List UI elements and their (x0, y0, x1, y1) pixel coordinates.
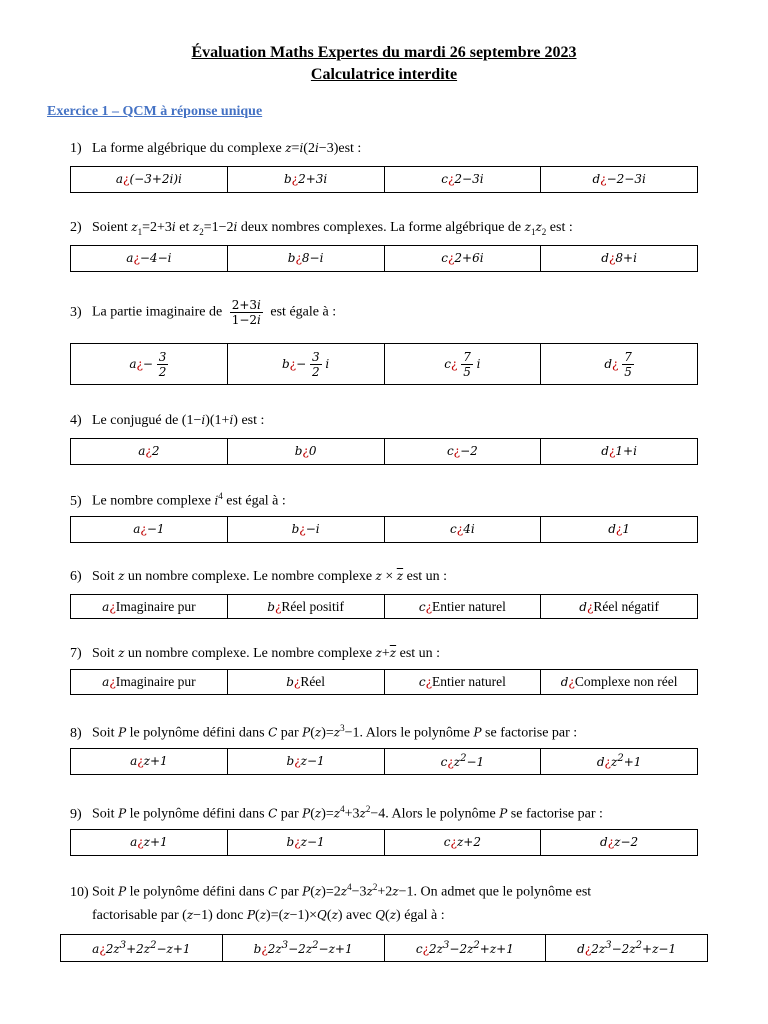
answer-8d[interactable]: $d¿z^2+1$ (541, 749, 698, 775)
answer-5a[interactable]: a¿−1 (71, 517, 228, 543)
answer-6c[interactable]: c¿Entier naturel (384, 595, 541, 619)
answers-7 (70, 669, 698, 695)
exercise-title: Exercice 1 – QCM à réponse unique (47, 104, 263, 119)
question-9: 9) Soit P le polynôme défini dans C par $P(z)=z^4+3z^2-4$. Alors le polynôme P se factorise par : (70, 804, 603, 822)
answer-6d[interactable]: d¿Réel négatif (541, 595, 698, 619)
answer-3a[interactable]: a¿− $\frac{3}{2}$ (71, 344, 228, 385)
question-2: 2) Soient $z_1=2+3i$ et $z_2=1-2i$ deux nombres complexes. La forme algébrique de $z_1z_2$ est : (70, 220, 573, 237)
answer-7d[interactable]: d¿Complexe non réel (541, 670, 698, 695)
page-title: Évaluation Maths Expertes du mardi 26 septembre 2023 (191, 44, 577, 61)
answer-3d[interactable]: d¿ $\frac{7}{5}$ (541, 344, 698, 385)
question-3: 3) La partie imaginaire de $\frac{2+3i}{1-2i}$ est égale à : (70, 298, 337, 327)
answer-5c[interactable]: c¿4i (384, 517, 541, 543)
answers-6 (70, 594, 698, 619)
answers-3 (70, 343, 698, 385)
answers-10 (60, 934, 708, 962)
answer-4a[interactable]: a¿2 (71, 439, 228, 465)
answer-2b[interactable]: b¿8−i (227, 246, 384, 272)
question-6: 6) Soit z un nombre complexe. Le nombre complexe $z \times \overline{z}$ est un : (70, 569, 448, 584)
question-4: 4) Le conjugué de (1−i)(1+i) est : (70, 413, 265, 428)
answer-4d[interactable]: d¿1+i (541, 439, 698, 465)
answer-4c[interactable]: c¿−2 (384, 439, 541, 465)
answers-9 (70, 829, 698, 856)
answer-1d[interactable]: d¿−2−3i (541, 167, 698, 193)
answer-6b[interactable]: b¿Réel positif (227, 595, 384, 619)
answers-5 (70, 516, 698, 543)
question-10: 10) Soit P le polynôme défini dans C par $P(z)=2z^4-3z^2+2z-1$. On admet que le polynôme est (70, 882, 592, 900)
answer-9a[interactable]: a¿z+1 (71, 830, 228, 856)
answer-2a[interactable]: a¿−4−i (71, 246, 228, 272)
question-8: 8) Soit P le polynôme défini dans C par $P(z)=z^3-1$. Alors le polynôme P se factorise par : (70, 723, 578, 741)
answer-7c[interactable]: c¿Entier naturel (384, 670, 541, 695)
answer-8b[interactable]: b¿z−1 (227, 749, 384, 775)
answer-9b[interactable]: b¿z−1 (227, 830, 384, 856)
answers-8 (70, 748, 698, 775)
answer-7b[interactable]: b¿Réel (227, 670, 384, 695)
answer-10c[interactable]: $c¿2z^3-2z^2+z+1$ (384, 935, 546, 962)
answer-10a[interactable]: $a¿2z^3+2z^2-z+1$ (61, 935, 223, 962)
answer-3b[interactable]: b¿− $\frac{3}{2}$ i (227, 344, 384, 385)
answer-2c[interactable]: c¿2+6i (384, 246, 541, 272)
answer-5d[interactable]: d¿1 (541, 517, 698, 543)
page-subtitle: Calculatrice interdite (310, 66, 458, 83)
answer-9c[interactable]: c¿z+2 (384, 830, 541, 856)
answers-4 (70, 438, 698, 465)
answer-3c[interactable]: c¿ $\frac{7}{5}$ i (384, 344, 541, 385)
answer-5b[interactable]: b¿−i (227, 517, 384, 543)
answer-6a[interactable]: a¿Imaginaire pur (71, 595, 228, 619)
answer-1b[interactable]: b¿2+3i (227, 167, 384, 193)
answers-2 (70, 245, 698, 272)
question-5: 5) Le nombre complexe $i^4$ est égal à : (70, 491, 286, 509)
answer-2d[interactable]: d¿8+i (541, 246, 698, 272)
answer-1c[interactable]: c¿2−3i (384, 167, 541, 193)
answer-10b[interactable]: $b¿2z^3-2z^2-z+1$ (222, 935, 384, 962)
answer-10d[interactable]: $d¿2z^3-2z^2+z-1$ (546, 935, 708, 962)
answer-9d[interactable]: d¿z−2 (541, 830, 698, 856)
answer-1a[interactable]: a¿(−3+2i)i (71, 167, 228, 193)
answer-8a[interactable]: a¿z+1 (71, 749, 228, 775)
answer-7a[interactable]: a¿Imaginaire pur (71, 670, 228, 695)
question-7: 7) Soit z un nombre complexe. Le nombre complexe $z+\overline{z}$ est un : (70, 646, 441, 661)
answer-4b[interactable]: b¿0 (227, 439, 384, 465)
answer-8c[interactable]: $c¿z^2-1$ (384, 749, 541, 775)
question-10-line2: factorisable par (z−1) donc P(z)=(z−1)×Q(z) avec Q(z) égal à : (92, 908, 445, 923)
answers-1 (70, 166, 698, 193)
question-1: 1) La forme algébrique du complexe z=i(2i−3)est : (70, 141, 362, 156)
